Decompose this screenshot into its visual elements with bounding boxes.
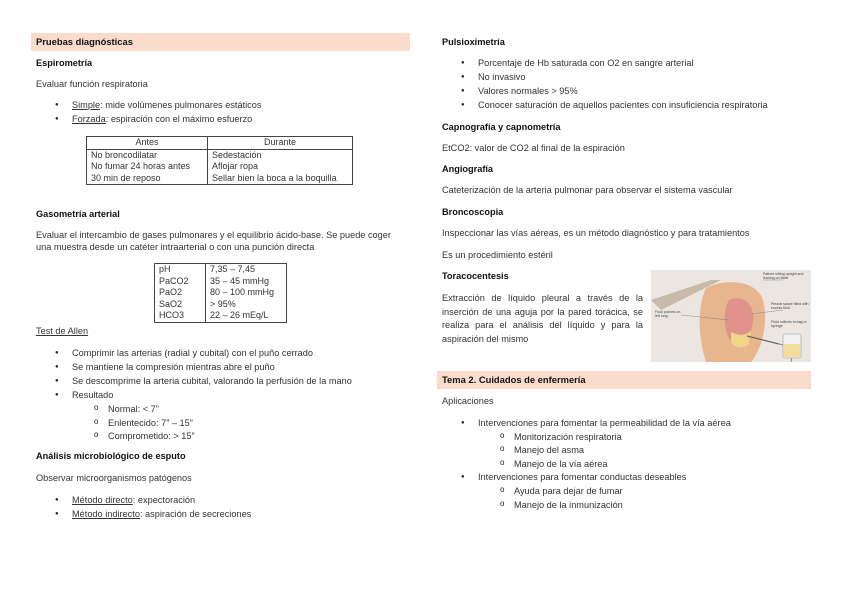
figure-label: Fluid pushes on left lung [655, 310, 681, 319]
espirometria-table [86, 136, 353, 185]
paragraph-line: realiza para el análisis del líquido y para la [442, 320, 643, 330]
gasometria-title: Gasometría arterial [36, 209, 120, 219]
section-title-tema2: Tema 2. Cuidados de enfermería [437, 371, 811, 389]
sub-list-item: o Ayuda para dejar de fumar [514, 486, 623, 498]
table-cell: 30 min de reposo [87, 173, 208, 185]
capno-text: EtCO2: valor de CO2 al final de la espiración [442, 143, 625, 153]
list-item [72, 114, 252, 126]
list-item [72, 100, 261, 112]
text: : espiración con el máximo esfuerzo [105, 114, 253, 124]
thoracentesis-illustration [651, 270, 811, 362]
bronco-text: Inspeccionar las vías aéreas, es un método diagnóstico y para tratamientos [442, 228, 750, 238]
table-cell: 35 – 45 mmHg [206, 276, 287, 288]
list-item: ● Valores normales > 95% [478, 86, 578, 98]
table-row [87, 149, 353, 161]
list-item: ● Intervenciones para fomentar la permeabilidad de la vía aérea [478, 418, 731, 430]
table-cell: No broncodilatar [87, 149, 208, 161]
sub-list-item: o Enlentecido: 7” – 15” [108, 418, 193, 430]
paragraph-line: aspiración del mismo [442, 333, 529, 344]
term: Método indirecto [72, 509, 140, 519]
paragraph-line: Extracción de líquido pleural a través de la [442, 293, 643, 303]
list-item [72, 495, 195, 507]
capno-title: Capnografía y capnometría [442, 122, 561, 132]
torac-paragraph [442, 292, 643, 346]
list-item: ● Se mantiene la compresión mientras abre el puño [72, 362, 275, 374]
torac-title: Toracocentesis [442, 271, 509, 281]
table-header-row [87, 137, 353, 150]
bronco-title: Broncoscopia [442, 207, 504, 217]
table-row [87, 173, 353, 185]
paragraph-line: una muestra desde un catéter intraarterial o con una punción directa [36, 241, 315, 252]
list-item: ● Resultado [72, 390, 113, 402]
bronco-text-2: Es un procedimiento estéril [442, 250, 553, 260]
term: Forzada [72, 114, 106, 124]
table-cell: 22 – 26 mEq/L [206, 310, 287, 322]
table-cell: SaO2 [155, 299, 206, 311]
sub-list-item: o Manejo de la vía aérea [514, 459, 607, 471]
sub-list-item: o Monitorización respiratoria [514, 432, 622, 444]
list-item: ● Comprimir las arterias (radial y cubital) con el puño cerrado [72, 348, 313, 360]
figure-label: Pleural space filled with excess fluid [771, 302, 809, 311]
sub-list-item: o Comprometido: > 15” [108, 431, 195, 443]
text: : aspiración de secreciones [139, 509, 252, 519]
term: Simple [72, 100, 101, 110]
table-header: Durante [208, 137, 353, 150]
table-cell: Sedestación [208, 149, 353, 161]
table-cell: Sellar bien la boca a la boquilla [208, 173, 353, 185]
sub-list-item: o Manejo de la inmunización [514, 500, 623, 512]
table-cell: Aflojar ropa [208, 161, 353, 173]
table-row [155, 310, 287, 322]
allen-title: Test de Allen [36, 326, 89, 336]
table-cell: 80 – 100 mmHg [206, 287, 287, 299]
list-item [72, 509, 251, 521]
table-cell: PaCO2 [155, 276, 206, 288]
angio-text: Cateterización de la arteria pulmonar para observar el sistema vascular [442, 185, 733, 195]
gasometria-paragraph [36, 230, 416, 253]
table-row [87, 161, 353, 173]
list-item: ● Intervenciones para fomentar conductas deseables [478, 472, 686, 484]
table-cell: No fumar 24 horas antes [87, 161, 208, 173]
espirometria-title: Espirometría [36, 58, 93, 68]
espirometria-intro: Evaluar función respiratoria [36, 79, 148, 89]
text: : mide volúmenes pulmonares estáticos [100, 100, 262, 110]
list-item: ● Se descomprime la arteria cubital, valorando la perfusión de la mano [72, 376, 352, 388]
micro-intro: Observar microorganismos patógenos [36, 473, 192, 483]
list-item: ● Porcentaje de Hb saturada con O2 en sangre arterial [478, 58, 694, 70]
paragraph-line: Evaluar el intercambio de gases pulmonares y el equilibrio ácido-base. Se puede coger [36, 230, 391, 240]
list-item: ● Conocer saturación de aquellos pacientes con insuficiencia respiratoria [478, 100, 768, 112]
sub-list-item: o Normal: < 7” [108, 404, 159, 416]
paragraph-line: inserción de una aguja por la pared torácica, se [442, 306, 643, 317]
tema2-intro: Aplicaciones [442, 396, 494, 406]
table-header: Antes [87, 137, 208, 150]
list-item: ● No invasivo [478, 72, 526, 84]
gasometria-table [154, 263, 287, 323]
table-row [155, 276, 287, 288]
sub-list-item: o Manejo del asma [514, 445, 584, 457]
table-row [155, 299, 287, 311]
table-cell: PaO2 [155, 287, 206, 299]
term: Método directo [72, 495, 133, 505]
angio-title: Angiografía [442, 164, 494, 174]
figure-label: Fluid collects in bag or syringe [771, 320, 807, 329]
text: : expectoración [132, 495, 196, 505]
micro-title: Análisis microbiológico de esputo [36, 451, 186, 461]
table-cell: 7,35 – 7,45 [206, 264, 287, 276]
section-title-pruebas: Pruebas diagnósticas [31, 33, 410, 51]
table-cell: > 95% [206, 299, 287, 311]
table-row [155, 264, 287, 276]
pulsi-title: Pulsioximetría [442, 37, 505, 47]
table-row [155, 287, 287, 299]
table-cell: HCO3 [155, 310, 206, 322]
figure-label: Patient sitting upright and leaning on table [763, 272, 804, 281]
table-cell: pH [155, 264, 206, 276]
